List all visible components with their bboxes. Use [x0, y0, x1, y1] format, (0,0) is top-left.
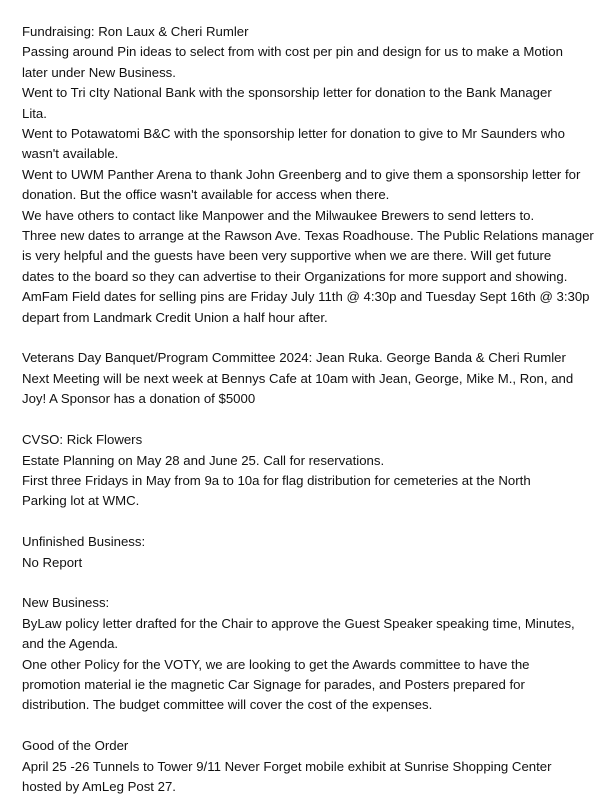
text-line: wasn't available.: [22, 146, 119, 162]
document-page: [22, 22, 594, 797]
text-line: Estate Planning on May 28 and June 25. Call for reservations.: [22, 452, 385, 468]
text-line: donation. But the office wasn't available for access when there.: [22, 187, 390, 203]
text-line: Lita.: [22, 105, 47, 121]
blank-line: [22, 512, 588, 532]
text-line: We have others to contact like Manpower and the Milwaukee Brewers to send letters to.: [22, 207, 535, 223]
text-line: ByLaw policy letter drafted for the Chair to approve the Guest Speaker speaking time, Minutes,: [22, 615, 575, 631]
section-heading: Veterans Day Banquet/Program Committee 2024: Jean Ruka. George Banda & Cheri Rumler: [22, 350, 566, 366]
text-line: is very helpful and the guests have been very supportive when we are there. Will get future: [22, 248, 552, 264]
text-line: distribution. The budget committee will cover the cost of the expenses.: [22, 697, 433, 713]
section-new-business: [22, 593, 588, 715]
text-line: and the Agenda.: [22, 636, 119, 652]
text-line: One other Policy for the VOTY, we are looking to get the Awards committee to have the: [22, 656, 530, 672]
text-line: hosted by AmLeg Post 27.: [22, 778, 176, 794]
section-unfinished-business: [22, 532, 588, 573]
text-line: depart from Landmark Credit Union a half hour after.: [22, 309, 328, 325]
text-line: later under New Business.: [22, 64, 176, 80]
section-heading: Unfinished Business:: [22, 534, 146, 550]
blank-line: [22, 410, 588, 430]
text-line: Next Meeting will be next week at Bennys Cafe at 10am with Jean, George, Mike M., Ron, and: [22, 370, 574, 386]
text-line: Went to Potawatomi B&C with the sponsorship letter for donation to give to Mr Saunders who: [22, 126, 565, 142]
blank-line: [22, 716, 588, 736]
section-heading: CVSO: Rick Flowers: [22, 432, 143, 448]
text-line: April 25 -26 Tunnels to Tower 9/11 Never Forget mobile exhibit at Sunrise Shopping Center: [22, 758, 552, 774]
section-veterans-day: [22, 348, 588, 409]
section-heading: Fundraising: Ron Laux & Cheri Rumler: [22, 24, 249, 39]
text-line: No Report: [22, 554, 83, 570]
text-line: Joy! A Sponsor has a donation of $5000: [22, 391, 256, 407]
text-line: dates to the board so they can advertise to their Organizations for more support and showing.: [22, 268, 568, 284]
blank-line: [22, 573, 588, 593]
text-line: Went to Tri cIty National Bank with the sponsorship letter for donation to the Bank Manager: [22, 85, 552, 101]
text-line: AmFam Field dates for selling pins are Friday July 11th @ 4:30p and Tuesday Sept 16th @ 3:30p: [22, 289, 590, 305]
section-fundraising: [22, 22, 594, 328]
text-line: Passing around Pin ideas to select from with cost per pin and design for us to make a Motion: [22, 44, 563, 60]
text-line: Went to UWM Panther Arena to thank John Greenberg and to give them a sponsorship letter for: [22, 166, 581, 182]
section-heading: New Business:: [22, 595, 110, 611]
section-good-of-the-order: [22, 736, 588, 797]
section-cvso: [22, 430, 588, 512]
text-line: promotion material ie the magnetic Car Signage for parades, and Posters prepared for: [22, 676, 525, 692]
text-line: Parking lot at WMC.: [22, 493, 140, 509]
text-line: First three Fridays in May from 9a to 10a for flag distribution for cemeteries at the North: [22, 472, 531, 488]
blank-line: [22, 328, 588, 348]
text-line: Three new dates to arrange at the Rawson Ave. Texas Roadhouse. The Public Relations manager: [22, 228, 594, 244]
section-heading: Good of the Order: [22, 738, 129, 754]
